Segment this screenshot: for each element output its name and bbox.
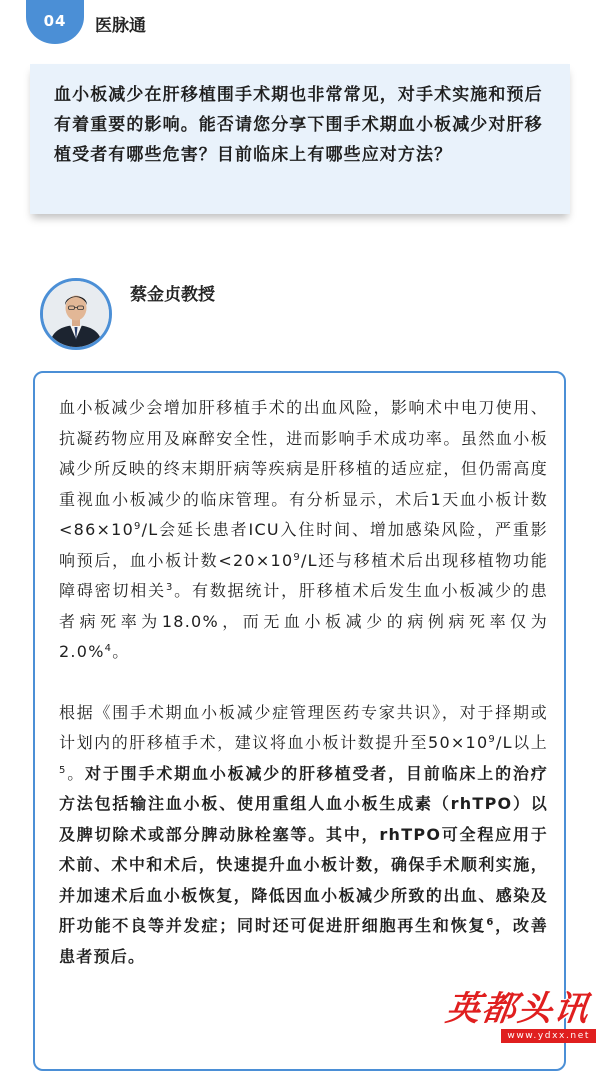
superscript: 9 [134,521,142,532]
reference-mark: 4 [104,643,113,654]
text-run: 。 [66,763,86,783]
expert-portrait-icon [43,281,109,347]
answer-paragraph-2 [59,698,548,973]
reference-mark: 6 [486,917,495,928]
reference-mark: 5 [59,764,67,776]
reference-mark: 3 [165,582,174,593]
text-run: /L还与移植术后出现移植物功能障碍密切相关 [59,550,548,600]
question-text: 血小板减少在肝移植围手术期也非常常见，对手术实施和预后有着重要的影响。能否请您分享下围手术期血小板减少对肝移植受者有哪些危害？目前临床上有哪些应对方法？ [54,85,543,165]
text-run: 。 [112,642,130,661]
text-run: 血小板减少会增加肝移植手术的出血风险，影响术中电刀使用、抗凝药物应用及麻醉安全性，进而影响手术成功率。虽然血小板减少所反映的终末期肝病等疾病是肝移植的适应症，但仍需高度重视血小板减少的临床管理。有分析显示，术后1天血小板计数<86×10 [59,398,548,539]
answer-speaker: 蔡金贞教授 [130,285,215,305]
text-run: 根据《围手术期血小板减少症管理医药专家共识》，对于择期或计划内的肝移植手术，建议将血小板计数提升至50×10 [59,702,548,752]
question-speaker: 医脉通 [95,16,146,36]
superscript: 9 [488,734,497,745]
bold-text-run: 对于围手术期血小板减少的肝移植受者，目前临床上的治疗方法包括输注血小板、使用重组人血小板生成素（rhTPO）以及脾切除术或部分脾动脉栓塞等。其中，rhTPO可全程应用于术前、术中和术后，快速提升血小板计数，确保手术顺利实施，并加速术后血小板恢复，降低因血小板减少所致的出血、感染及肝功能不良等并发症；同时还可促进肝细胞再生和恢复 [59,763,548,935]
answer-box [33,371,566,1071]
question-number-badge: 04 [26,0,84,44]
question-box [30,64,570,214]
watermark-logo-text: 英都头讯 [443,989,593,1029]
text-run: /L以上 [496,733,548,752]
answer-paragraph-1 [59,393,548,668]
watermark-url: www.ydxx.net [501,1029,596,1043]
superscript: 9 [293,551,302,563]
text-run: 。有数据统计，肝移植术后发生血小板减少的患者病死率为18.0%，而无血小板减少的病例病死率仅为2.0% [59,581,548,661]
expert-avatar [40,278,112,350]
site-watermark [406,991,596,1043]
bold-text-run: ，改善患者预后。 [59,916,548,966]
text-run: /L会延长患者ICU入住时间、增加感染风险，严重影响预后，血小板计数<20×10 [59,520,548,570]
